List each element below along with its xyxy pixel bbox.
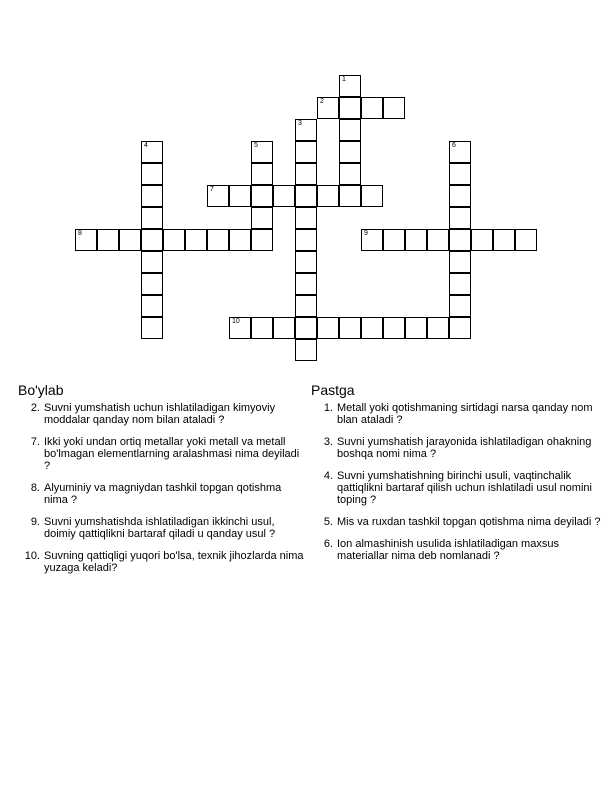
clue-number: 6. — [323, 538, 333, 550]
down-clue — [311, 538, 601, 562]
cell-number: 8 — [78, 230, 82, 237]
down-clues-column — [311, 381, 601, 572]
down-heading: Pastga — [311, 382, 355, 398]
grid-cell[interactable] — [229, 229, 251, 251]
grid-cell[interactable] — [295, 273, 317, 295]
clue-text: Mis va ruxdan tashkil topgan qotishma nima deyiladi ? — [337, 516, 601, 528]
grid-cell[interactable] — [449, 163, 471, 185]
across-heading: Bo'ylab — [18, 382, 64, 398]
grid-cell[interactable] — [163, 229, 185, 251]
grid-cell[interactable] — [141, 163, 163, 185]
clue-text: Ikki yoki undan ortiq metallar yoki metall va metall bo'lmagan elementlarning aralashmasi nima deyiladi ? — [44, 436, 300, 472]
cell-number: 3 — [298, 120, 302, 127]
clue-text: Suvni yumshatish uchun ishlatiladigan kimyoviy moddalar qanday nom bilan ataladi ? — [44, 402, 276, 426]
grid-cell[interactable] — [295, 163, 317, 185]
clue-number: 1. — [323, 402, 333, 414]
grid-cell[interactable] — [273, 317, 295, 339]
across-clue — [18, 436, 308, 472]
cell-number: 7 — [210, 186, 214, 193]
cell-number: 4 — [144, 142, 148, 149]
grid-cell[interactable] — [141, 207, 163, 229]
down-clue — [311, 516, 601, 528]
grid-cell[interactable] — [295, 251, 317, 273]
cell-number: 1 — [342, 76, 346, 83]
across-clue — [18, 482, 308, 506]
cell-number: 9 — [364, 230, 368, 237]
across-clue — [18, 402, 308, 426]
crossword-grid — [0, 0, 612, 380]
grid-cell[interactable] — [75, 229, 97, 251]
grid-cell[interactable] — [383, 317, 405, 339]
grid-cell[interactable] — [141, 317, 163, 339]
grid-cell[interactable] — [361, 229, 383, 251]
grid-cell[interactable] — [251, 163, 273, 185]
grid-cell[interactable] — [229, 317, 251, 339]
grid-cell[interactable] — [339, 97, 361, 119]
grid-cell[interactable] — [251, 141, 273, 163]
grid-cell[interactable] — [141, 229, 163, 251]
grid-cell[interactable] — [449, 317, 471, 339]
clue-text: Suvni yumshatishda ishlatiladigan ikkinchi usul, doimiy qattiqlikni bartaraf qiladi u qanday usul ? — [44, 516, 276, 540]
across-clue — [18, 516, 308, 540]
grid-cell[interactable] — [339, 141, 361, 163]
grid-cell[interactable] — [295, 185, 317, 207]
grid-cell[interactable] — [427, 229, 449, 251]
grid-cell[interactable] — [97, 229, 119, 251]
grid-cell[interactable] — [449, 295, 471, 317]
grid-cell[interactable] — [207, 229, 229, 251]
grid-cell[interactable] — [361, 317, 383, 339]
clue-text: Metall yoki qotishmaning sirtidagi narsa qanday nom blan ataladi ? — [337, 402, 593, 426]
grid-cell[interactable] — [493, 229, 515, 251]
grid-cell[interactable] — [427, 317, 449, 339]
grid-cell[interactable] — [251, 229, 273, 251]
grid-cell[interactable] — [295, 229, 317, 251]
clue-text: Ion almashinish usulida ishlatiladigan maxsus materiallar nima deb nomlanadi ? — [337, 538, 559, 562]
grid-cell[interactable] — [383, 229, 405, 251]
grid-cell[interactable] — [251, 185, 273, 207]
cell-number: 2 — [320, 98, 324, 105]
grid-cell[interactable] — [317, 317, 339, 339]
grid-cell[interactable] — [317, 97, 339, 119]
grid-cell[interactable] — [515, 229, 537, 251]
grid-cell[interactable] — [295, 339, 317, 361]
grid-cell[interactable] — [339, 185, 361, 207]
clue-number: 4. — [323, 470, 333, 482]
grid-cell[interactable] — [449, 229, 471, 251]
grid-cell[interactable] — [449, 273, 471, 295]
grid-cell[interactable] — [141, 141, 163, 163]
grid-cell[interactable] — [251, 317, 273, 339]
across-clue — [18, 550, 308, 574]
grid-cell[interactable] — [141, 295, 163, 317]
grid-cell[interactable] — [449, 207, 471, 229]
grid-cell[interactable] — [119, 229, 141, 251]
grid-cell[interactable] — [361, 97, 383, 119]
grid-cell[interactable] — [339, 163, 361, 185]
grid-cell[interactable] — [295, 141, 317, 163]
grid-cell[interactable] — [295, 207, 317, 229]
grid-cell[interactable] — [273, 185, 295, 207]
grid-cell[interactable] — [449, 185, 471, 207]
grid-cell[interactable] — [251, 207, 273, 229]
grid-cell[interactable] — [295, 317, 317, 339]
down-clue — [311, 470, 601, 506]
grid-cell[interactable] — [295, 295, 317, 317]
clue-text: Suvni yumshatishning birinchi usuli, vaqtinchalik qattiqlikni bartaraf qilish uchun ishlatiladi usul nomini toping ? — [337, 470, 592, 506]
grid-cell[interactable] — [295, 119, 317, 141]
grid-cell[interactable] — [405, 229, 427, 251]
clue-text: Suvning qattiqligi yuqori bo'lsa, texnik jihozlarda nima yuzaga keladi? — [44, 550, 304, 574]
clue-number: 2. — [30, 402, 40, 414]
clue-number: 3. — [323, 436, 333, 448]
clue-number: 10. — [24, 550, 40, 562]
grid-cell[interactable] — [405, 317, 427, 339]
cell-number: 6 — [452, 142, 456, 149]
down-clue — [311, 402, 601, 426]
grid-cell[interactable] — [141, 185, 163, 207]
grid-cell[interactable] — [317, 185, 339, 207]
grid-cell[interactable] — [229, 185, 251, 207]
clue-text: Alyuminiy va magniydan tashkil topgan qotishma nima ? — [44, 482, 282, 506]
grid-cell[interactable] — [207, 185, 229, 207]
down-clue — [311, 436, 601, 460]
grid-cell[interactable] — [471, 229, 493, 251]
cell-number: 5 — [254, 142, 258, 149]
grid-cell[interactable] — [339, 119, 361, 141]
grid-cell[interactable] — [141, 273, 163, 295]
clue-number: 7. — [30, 436, 40, 448]
grid-cell[interactable] — [449, 251, 471, 273]
grid-cell[interactable] — [361, 185, 383, 207]
clue-number: 5. — [323, 516, 333, 528]
grid-cell[interactable] — [185, 229, 207, 251]
clue-number: 9. — [30, 516, 40, 528]
clue-number: 8. — [30, 482, 40, 494]
grid-cell[interactable] — [141, 251, 163, 273]
grid-cell[interactable] — [383, 97, 405, 119]
grid-cell[interactable] — [339, 75, 361, 97]
cell-number: 10 — [232, 318, 240, 325]
grid-cell[interactable] — [449, 141, 471, 163]
grid-cell[interactable] — [339, 317, 361, 339]
clue-text: Suvni yumshatish jarayonida ishlatiladigan ohakning boshqa nomi nima ? — [337, 436, 592, 460]
across-clues-column — [18, 381, 308, 584]
